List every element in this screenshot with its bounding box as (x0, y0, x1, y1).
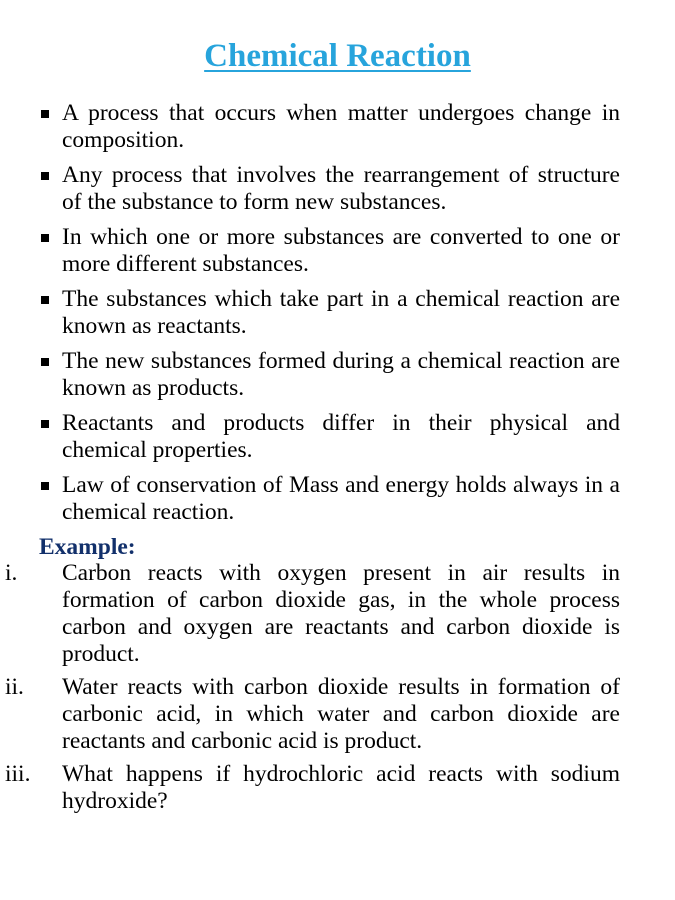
bullet-text: The new substances formed during a chemical reaction are known as products. (62, 348, 620, 401)
page-title: Chemical Reaction (204, 38, 471, 74)
bullet-text: A process that occurs when matter undergoes change in composition. (62, 100, 620, 153)
bullet-item (38, 348, 620, 402)
square-bullet-icon (41, 420, 49, 428)
example-text: What happens if hydrochloric acid reacts with sodium hydroxide? (62, 761, 620, 814)
square-bullet-icon (41, 296, 49, 304)
bullet-text: In which one or more substances are converted to one or more different substances. (62, 224, 620, 277)
example-number: iii. (5, 761, 31, 787)
bullet-text: Law of conservation of Mass and energy holds always in a chemical reaction. (62, 472, 620, 525)
square-bullet-icon (41, 482, 49, 490)
square-bullet-icon (41, 172, 49, 180)
bullet-item (38, 410, 620, 464)
square-bullet-icon (41, 110, 49, 118)
square-bullet-icon (41, 358, 49, 366)
example-text: Water reacts with carbon dioxide results in formation of carbonic acid, in which water and carbon dioxide are reactants and carbonic acid is product. (62, 674, 620, 754)
bullet-text: Reactants and products differ in their physical and chemical properties. (62, 410, 620, 463)
bullet-text: The substances which take part in a chemical reaction are known as reactants. (62, 286, 620, 339)
example-number: i. (5, 560, 18, 586)
example-item (5, 674, 620, 755)
bullet-item (38, 100, 620, 154)
bullet-item (38, 224, 620, 278)
bullet-item (38, 472, 620, 526)
example-text: Carbon reacts with oxygen present in air results in formation of carbon dioxide gas, in the whole process carbon and oxygen are reactants and carbon dioxide is product. (62, 560, 620, 667)
example-heading: Example: (39, 534, 136, 560)
square-bullet-icon (41, 234, 49, 242)
example-item (5, 761, 620, 815)
example-number: ii. (5, 674, 24, 700)
definition-bullet-list (38, 100, 620, 534)
bullet-text: Any process that involves the rearrangement of structure of the substance to form new substances. (62, 162, 620, 215)
example-list (5, 560, 620, 821)
bullet-item (38, 286, 620, 340)
bullet-item (38, 162, 620, 216)
example-item (5, 560, 620, 668)
